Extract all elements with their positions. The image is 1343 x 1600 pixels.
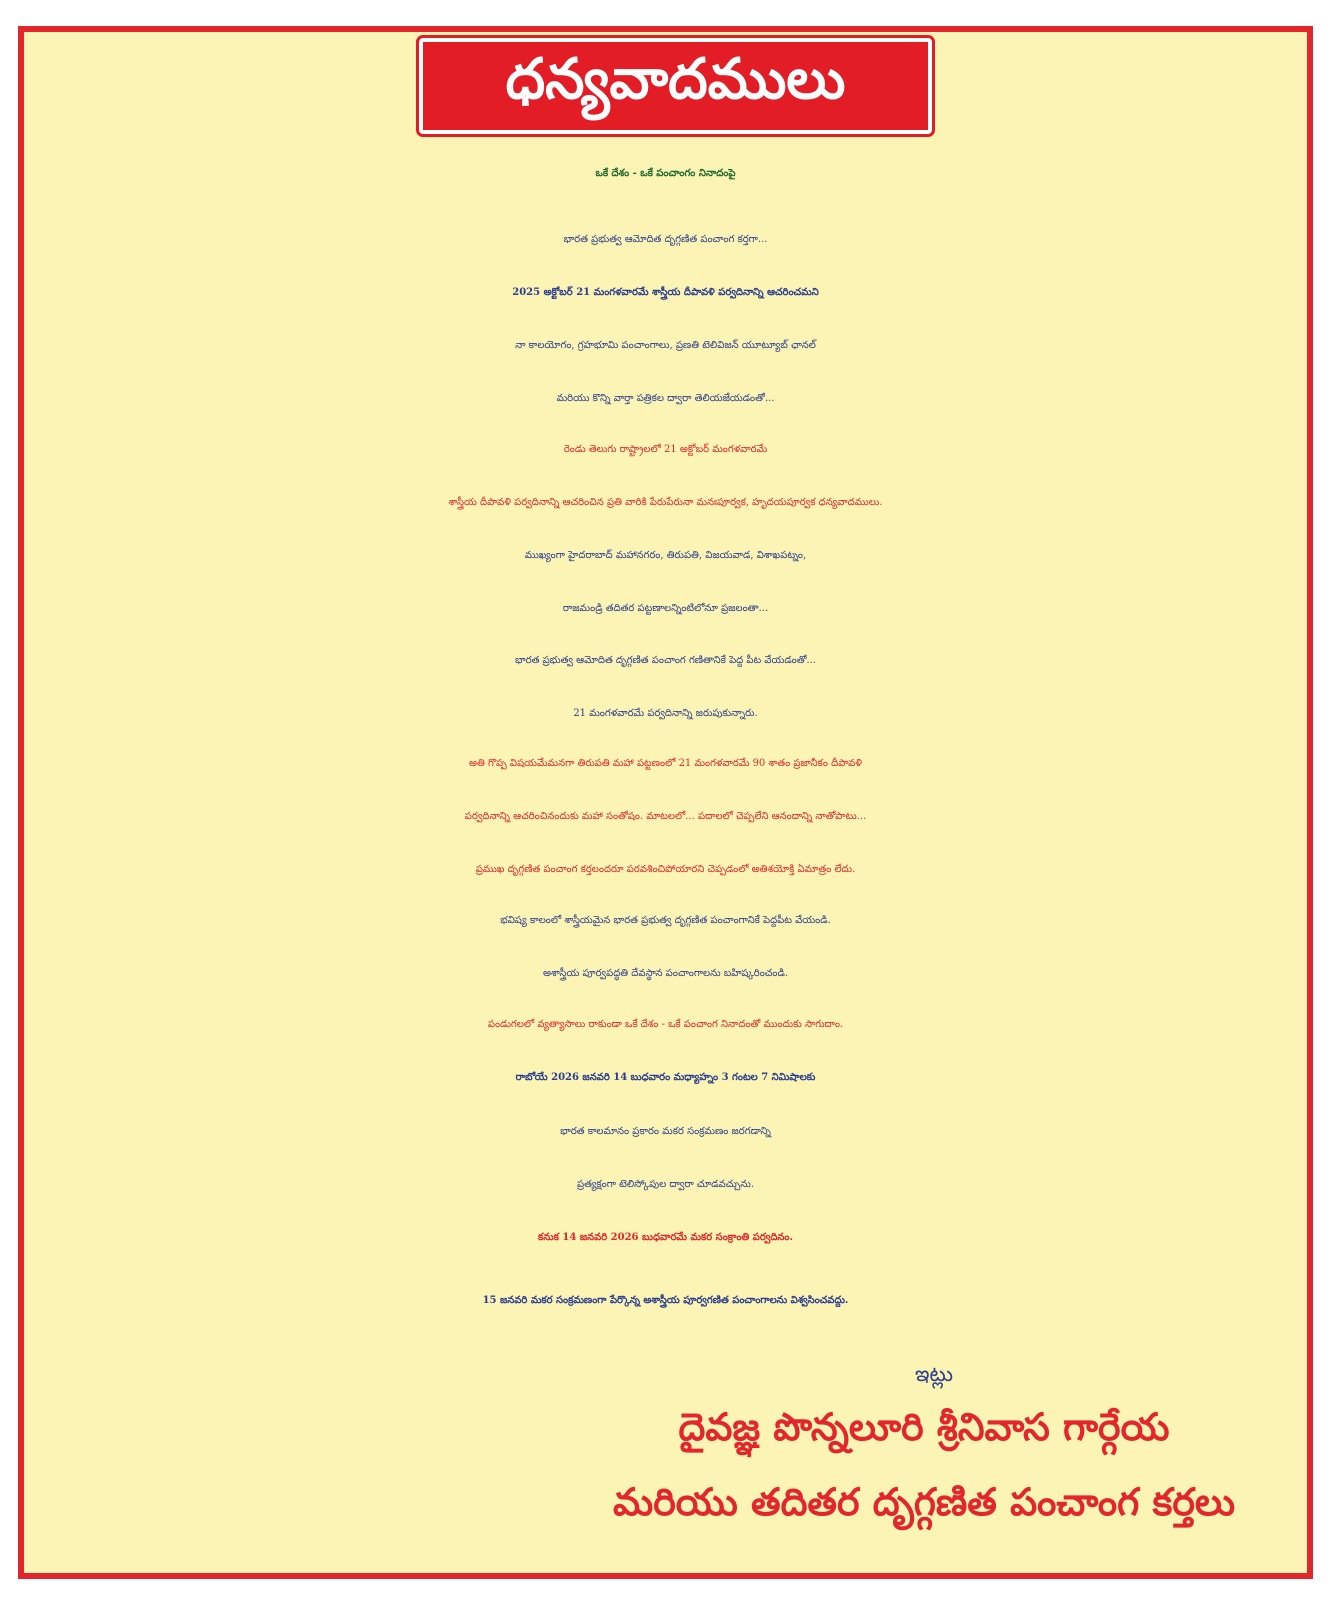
title-banner [419, 38, 932, 134]
body-line-17: రాబోయే 2026 జనవరి 14 బుధవారం మధ్యాహ్నం 3 గంటల 7 నిమిషాలకు [515, 1072, 816, 1083]
body-line-20: కనుక 14 జనవరి 2026 బుధవారమే మకర సంక్రాంతి పర్వదినం. [538, 1232, 793, 1243]
body-line-2: 2025 అక్టోబర్ 21 మంగళవారమే శాస్త్రీయ దీపావళి పర్వదినాన్ని ఆచరించమని [512, 287, 819, 298]
body-line-5: రెండు తెలుగు రాష్ట్రాలలో 21 అక్టోబర్ మంగళవారమే [563, 444, 768, 455]
subtitle: ఒకే దేశం - ఒకే పంచాంగం నినాదంపై [595, 168, 736, 179]
signature-line-2: మరియు తదితర దృగ్గణిత పంచాంగ కర్తలు [613, 1480, 1235, 1524]
body-line-21: 15 జనవరి మకర సంక్రమణంగా పేర్కొన్న అశాస్త్రీయ పూర్వగణిత పంచాంగాలను విశ్వసించవద్దు. [482, 1295, 849, 1306]
body-line-14: భవిష్య కాలంలో శాస్త్రీయమైన భారత ప్రభుత్వ దృగ్గణిత పంచాంగానికే పెద్దపీట వేయండి. [500, 915, 831, 926]
signature-line-1: దైవజ్ఞ పొన్నలూరి శ్రీనివాస గార్గేయ [678, 1405, 1170, 1449]
body-line-4: మరియు కొన్ని వార్తా పత్రికల ద్వారా తెలియజేయడంతో... [556, 393, 775, 404]
body-line-12: పర్వదినాన్ని ఆచరించినందుకు మహా సంతోషం. మాటలలో... పదాలలో చెప్పలేని ఆనందాన్ని నాతోపాటు... [464, 811, 867, 822]
body-line-9: భారత ప్రభుత్వ ఆమోదిత దృగ్గణిత పంచాంగ గణితానికే పెద్ద పీట వేయడంతో... [514, 655, 817, 666]
body-line-3: నా కాలయోగం, గ్రహభూమి పంచాంగాలు, ప్రణతి టెలివిజన్ యూట్యూబ్ ఛానల్ [515, 340, 816, 351]
body-line-8: రాజమండ్రి తదితర పట్టణాలన్నింటిలోనూ ప్రజలంతా... [562, 603, 769, 614]
body-line-19: ప్రత్యక్షంగా టెలిస్కోపుల ద్వారా చూడవచ్చును. [577, 1179, 754, 1190]
body-line-7: ముఖ్యంగా హైదరాబాద్ మహానగరం, తిరుపతి, విజయవాడ, విశాఖపట్నం, [524, 550, 807, 561]
body-line-1: భారత ప్రభుత్వ ఆమోదిత దృగ్గణిత పంచాంగ కర్తగా... [563, 234, 768, 245]
body-line-11: అతి గొప్ప విషయమేమనగా తిరుపతి మహా పట్టణంలో 21 మంగళవారమే 90 శాతం ప్రజానీకం దీపావళి [469, 758, 862, 769]
closing-itlu: ఇట్లు [915, 1362, 953, 1386]
notice-page [18, 26, 1313, 1579]
body-line-13: ప్రముఖ దృగ్గణిత పంచాంగ కర్తలందరూ పరవశించిపోయారని చెప్పడంలో అతిశయోక్తి ఏమాత్రం లేదు. [475, 864, 856, 875]
body-line-15: అశాస్త్రీయ పూర్వపద్ధతి దేవస్థాన పంచాంగాలను బహిష్కరించండి. [542, 968, 789, 979]
body-line-16: పండుగలలో వ్యత్యాసాలు రాకుండా ఒకే దేశం - ఒకే పంచాంగ నినాదంతో ముందుకు సాగుదాం. [487, 1019, 844, 1030]
body-line-6: శాస్త్రీయ దీపావళి పర్వదినాన్ని ఆచరించిన ప్రతి వారికి పేరుపేరునా మనఃపూర్వక, హృదయపూర్వక ధన్యవాదములు. [448, 497, 883, 508]
body-line-10: 21 మంగళవారమే పర్వదినాన్ని జరుపుకున్నారు. [573, 708, 758, 719]
page-title: ధన్యవాదములు [505, 46, 846, 112]
body-line-18: భారత కాలమానం ప్రకారం మకర సంక్రమణం జరగడాన్ని [560, 1126, 771, 1137]
